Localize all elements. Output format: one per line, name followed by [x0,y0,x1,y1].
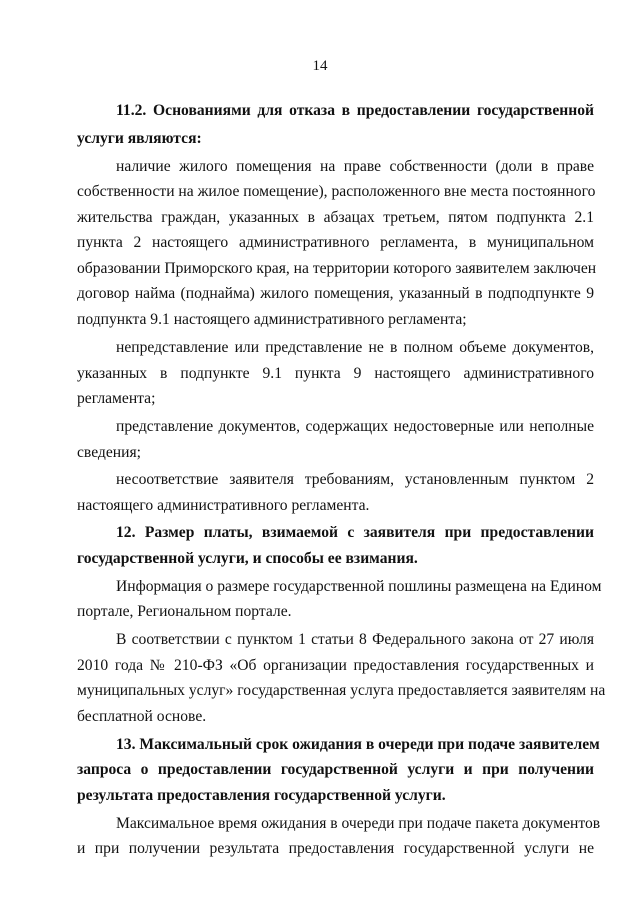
text-line: подпункта 9.1 настоящего административного регламента; [77,311,467,328]
text-line: услуги являются: [77,130,202,147]
text-line: собственности на жилое помещение), расположенного вне места постоянного [77,183,596,200]
text-line: сведения; [77,444,141,461]
text-line: портале, Региональном портале. [77,603,292,620]
text-line: запроса о предоставлении государственной услуги и при получении [77,761,594,778]
text-line: жительства граждан, указанных в абзацах третьем, пятом подпункта 2.1 [77,209,594,226]
text-line: муниципальных услуг» государственная услуга предоставляется заявителям на [77,682,606,699]
page-number: 14 [312,58,328,74]
text-line: настоящего административного регламента. [77,497,370,514]
text-line: 11.2. Основаниями для отказа в предоставлении государственной [116,102,594,119]
text-line: 2010 года № 210-ФЗ «Об организации предоставления государственных и [77,657,594,674]
text-line: непредставление или представление не в полном объеме документов, [116,339,594,356]
text-line: 12. Размер платы, взимаемой с заявителя при предоставлении [116,524,594,541]
text-line: пункта 2 настоящего административного регламента, в муниципальном [77,234,594,251]
text-line: Максимальное время ожидания в очереди при подаче пакета документов [116,815,601,832]
text-line: образовании Приморского края, на территории которого заявителем заключен [77,260,597,277]
text-line: регламента; [77,390,156,407]
text-line: указанных в подпункте 9.1 пункта 9 настоящего административного [77,365,594,382]
text-line: наличие жилого помещения на праве собственности (доли в праве [116,158,594,175]
text-line: государственной услуги, и способы ее взимания. [77,550,418,567]
text-line: 13. Максимальный срок ожидания в очереди при подаче заявителем [116,736,600,753]
text-line: представление документов, содержащих недостоверные или неполные [116,418,594,435]
text-line: несоответствие заявителя требованиям, установленным пунктом 2 [116,471,594,488]
text-line: В соответствии с пунктом 1 статьи 8 Федерального закона от 27 июля [116,631,594,648]
text-line: бесплатной основе. [77,708,207,725]
text-line: Информация о размере государственной пошлины размещена на Едином [116,578,602,595]
text-line: договор найма (поднайма) жилого помещения, указанный в подподпункте 9 [77,285,594,302]
text-line: и при получении результата предоставления государственной услуги не [77,840,594,857]
text-line: результата предоставления государственной услуги. [77,787,446,804]
